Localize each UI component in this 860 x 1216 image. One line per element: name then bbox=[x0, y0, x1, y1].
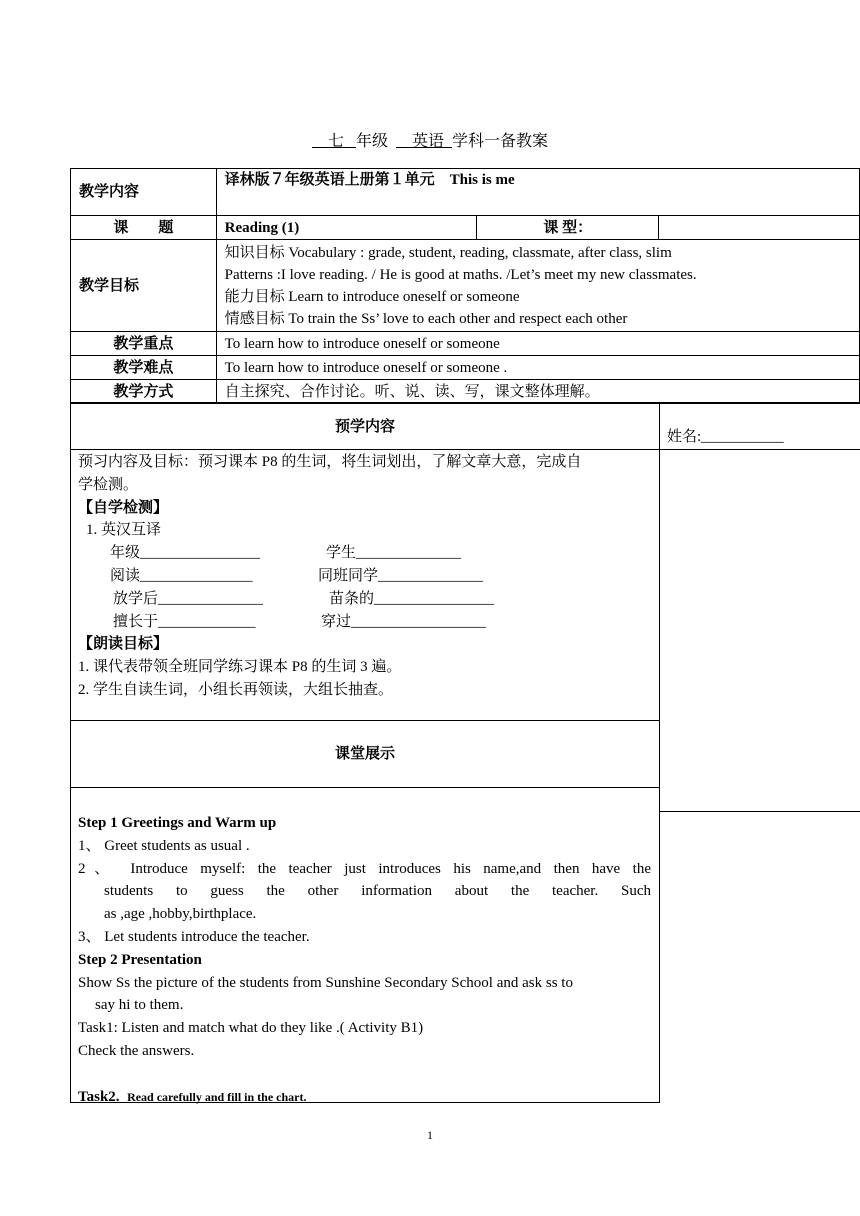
content-cell bbox=[216, 169, 859, 216]
step1-item: 3、 Let students introduce the teacher. bbox=[78, 928, 310, 945]
translate-item: 同班同学______________ bbox=[318, 567, 484, 584]
task1: Task1: Listen and match what do they like .( Activity B1) bbox=[78, 1020, 424, 1037]
translate-item: 学生______________ bbox=[326, 545, 462, 562]
translate-item: 年级________________ bbox=[110, 545, 261, 562]
grade-suffix: 年级 bbox=[355, 133, 388, 150]
content-unit: This is me bbox=[449, 172, 515, 188]
goal-ability: 能力目标 Learn to introduce oneself or someone bbox=[224, 288, 520, 305]
translate-item: 苗条的________________ bbox=[329, 590, 495, 607]
lesson-body bbox=[70, 402, 860, 1103]
translate-item: 穿过__________________ bbox=[321, 613, 487, 630]
step2-text-cont: say hi to them. bbox=[95, 997, 184, 1014]
topic-label: 课 题 bbox=[71, 216, 217, 240]
goals-cell bbox=[216, 240, 859, 332]
step2-text: Show Ss the picture of the students from Sunshine Secondary School and ask ss to bbox=[78, 974, 573, 991]
self-check-heading: 【自学检测】 bbox=[78, 499, 169, 516]
classroom-heading: 课堂展示 bbox=[334, 746, 395, 762]
exercise-title: 1. 英汉互译 bbox=[86, 522, 162, 539]
task2 bbox=[78, 1086, 651, 1109]
goal-emotion: 情感目标 To train the Ss’ love to each other and respect each other bbox=[224, 310, 628, 327]
step2-title: Step 2 Presentation bbox=[78, 951, 202, 968]
step1-item: 1、 Greet students as usual . bbox=[78, 837, 250, 854]
goal-patterns: Patterns :I love reading. / He is good at maths. /Let’s meet my new classmates. bbox=[224, 266, 697, 283]
info-table bbox=[70, 168, 860, 404]
preview-intro-line: 预习内容及目标：预习课本 P8 的生词，将生词划出，了解文章大意，完成自 bbox=[78, 454, 582, 470]
translate-item: 擅长于_____________ bbox=[113, 613, 256, 630]
type-label: 课 型： bbox=[477, 216, 659, 240]
reading-item: 1. 课代表带领全班同学练习课本 P8 的生词 3 遍。 bbox=[78, 659, 402, 676]
reading-item: 2. 学生自读生词，小组长再领读，大组长抽查。 bbox=[78, 681, 394, 698]
frame-line bbox=[70, 449, 860, 450]
goal-knowledge: 知识目标 Vocabulary : grade, student, reading, classmate, after class, slim bbox=[224, 244, 672, 261]
method-label: 教学方式 bbox=[71, 380, 217, 404]
spacer bbox=[78, 1063, 651, 1086]
translate-row bbox=[78, 611, 658, 634]
type-value bbox=[659, 216, 860, 240]
step1-title: Step 1 Greetings and Warm up bbox=[78, 815, 277, 831]
frame-line bbox=[70, 720, 660, 721]
key-label: 教学重点 bbox=[71, 332, 217, 356]
frame-line bbox=[659, 811, 860, 812]
step1-item-cont: students to guess the other information about the teacher. Such bbox=[104, 883, 651, 900]
frame-line bbox=[70, 787, 660, 788]
reading-heading: 【朗读目标】 bbox=[78, 636, 169, 653]
key-value: To learn how to introduce oneself or someone bbox=[216, 332, 859, 356]
preview-content bbox=[78, 451, 658, 702]
difficulty-value: To learn how to introduce oneself or someone . bbox=[216, 356, 859, 380]
translate-item: 放学后______________ bbox=[113, 590, 264, 607]
page-number: 1 bbox=[427, 1128, 433, 1142]
subject-suffix: 学科一备教案 bbox=[452, 133, 549, 150]
check-answers: Check the answers. bbox=[78, 1042, 195, 1059]
preview-heading: 预学内容 bbox=[334, 419, 395, 435]
task2-label: Task2. bbox=[78, 1088, 120, 1105]
translate-item: 阅读_______________ bbox=[110, 567, 253, 584]
name-field: 姓名:___________ bbox=[667, 429, 784, 445]
translate-row bbox=[78, 542, 658, 565]
preview-intro-line: 学检测。 bbox=[78, 476, 139, 493]
page-title bbox=[0, 128, 860, 151]
difficulty-label: 教学难点 bbox=[71, 356, 217, 380]
content-label: 教学内容 bbox=[71, 169, 217, 216]
goals-label: 教学目标 bbox=[71, 240, 217, 332]
translate-row bbox=[78, 565, 658, 588]
translate-row bbox=[78, 588, 658, 611]
step1-item: 2、 Introduce myself: the teacher just introduces his name,and then have the bbox=[78, 860, 651, 877]
subject-blank: 英语 bbox=[412, 133, 445, 150]
frame-line bbox=[70, 402, 860, 403]
task2-text: Read carefully and fill in the chart. bbox=[127, 1089, 307, 1104]
classroom-content bbox=[78, 812, 651, 1108]
step1-item-cont: as ,age ,hobby,birthplace. bbox=[104, 906, 257, 923]
content-value: 译林版７年级英语上册第１单元 bbox=[224, 172, 435, 188]
method-value: 自主探究、合作讨论。听、说、读、写，课文整体理解。 bbox=[216, 380, 859, 404]
topic-value: Reading (1) bbox=[216, 216, 477, 240]
grade-blank: 七 bbox=[327, 133, 344, 150]
